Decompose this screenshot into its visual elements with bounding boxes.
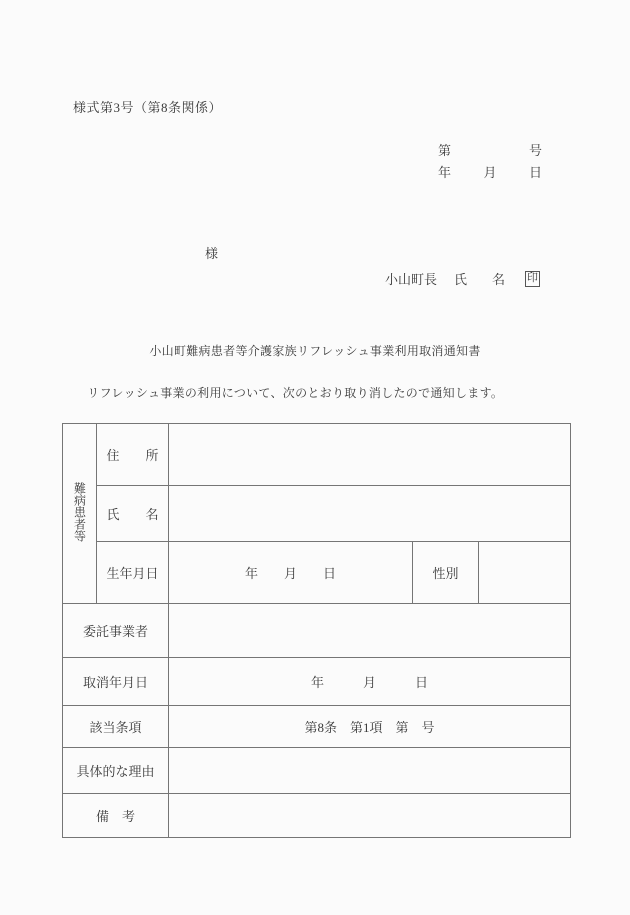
doc-date-day: 日 <box>528 165 542 180</box>
issuer-line <box>385 269 540 288</box>
table-row-contractor <box>63 604 571 658</box>
issuer-title: 小山町長 <box>385 272 438 287</box>
table-row-reason <box>63 748 571 794</box>
address-label-cell: 住 所 <box>97 424 169 486</box>
cancel-date-label-cell: 取消年月日 <box>63 658 169 706</box>
issuer-surname-label: 氏 <box>454 272 468 287</box>
table-row-birthdate <box>63 542 571 604</box>
document-title: 小山町難病患者等介護家族リフレッシュ事業利用取消通知書 <box>149 344 481 358</box>
clause-label-cell: 該当条項 <box>63 706 169 748</box>
name-value-cell <box>169 486 571 542</box>
seal-placeholder: 印 <box>525 271 540 287</box>
patient-group-label: 難病患者等 <box>72 481 87 542</box>
table-row-remarks <box>63 794 571 838</box>
body-text: リフレッシュ事業の利用について、次のとおり取り消したので通知します。 <box>75 386 504 400</box>
reason-value-cell <box>169 748 571 794</box>
address-value-cell <box>169 424 571 486</box>
table-row-clause <box>63 706 571 748</box>
contractor-value-cell <box>169 604 571 658</box>
form-table <box>62 423 571 838</box>
document-date-line <box>438 162 542 184</box>
addressee-honorific: 様 <box>205 246 219 261</box>
document-number-block <box>438 140 542 184</box>
gender-label-cell: 性別 <box>413 542 479 604</box>
cancel-date-value-cell: 年 月 日 <box>169 658 571 706</box>
doc-number-suffix: 号 <box>528 143 542 158</box>
table-row-cancel-date <box>63 658 571 706</box>
table-row-address <box>63 424 571 486</box>
remarks-label-cell: 備 考 <box>63 794 169 838</box>
form-reference: 様式第3号（第8条関係） <box>73 100 223 115</box>
issuer-givenname-label: 名 <box>492 272 506 287</box>
document-number-line <box>438 140 542 162</box>
name-label-cell: 氏 名 <box>97 486 169 542</box>
birthdate-value-cell: 年 月 日 <box>169 542 413 604</box>
doc-date-month: 月 <box>483 165 497 180</box>
clause-value-cell: 第8条 第1項 第 号 <box>169 706 571 748</box>
patient-group-label-cell <box>63 424 97 604</box>
remarks-value-cell <box>169 794 571 838</box>
reason-label-cell: 具体的な理由 <box>63 748 169 794</box>
birthdate-label-cell: 生年月日 <box>97 542 169 604</box>
contractor-label-cell: 委託事業者 <box>63 604 169 658</box>
doc-date-year: 年 <box>438 165 452 180</box>
doc-number-prefix: 第 <box>438 143 452 158</box>
gender-value-cell <box>479 542 571 604</box>
table-row-name <box>63 486 571 542</box>
